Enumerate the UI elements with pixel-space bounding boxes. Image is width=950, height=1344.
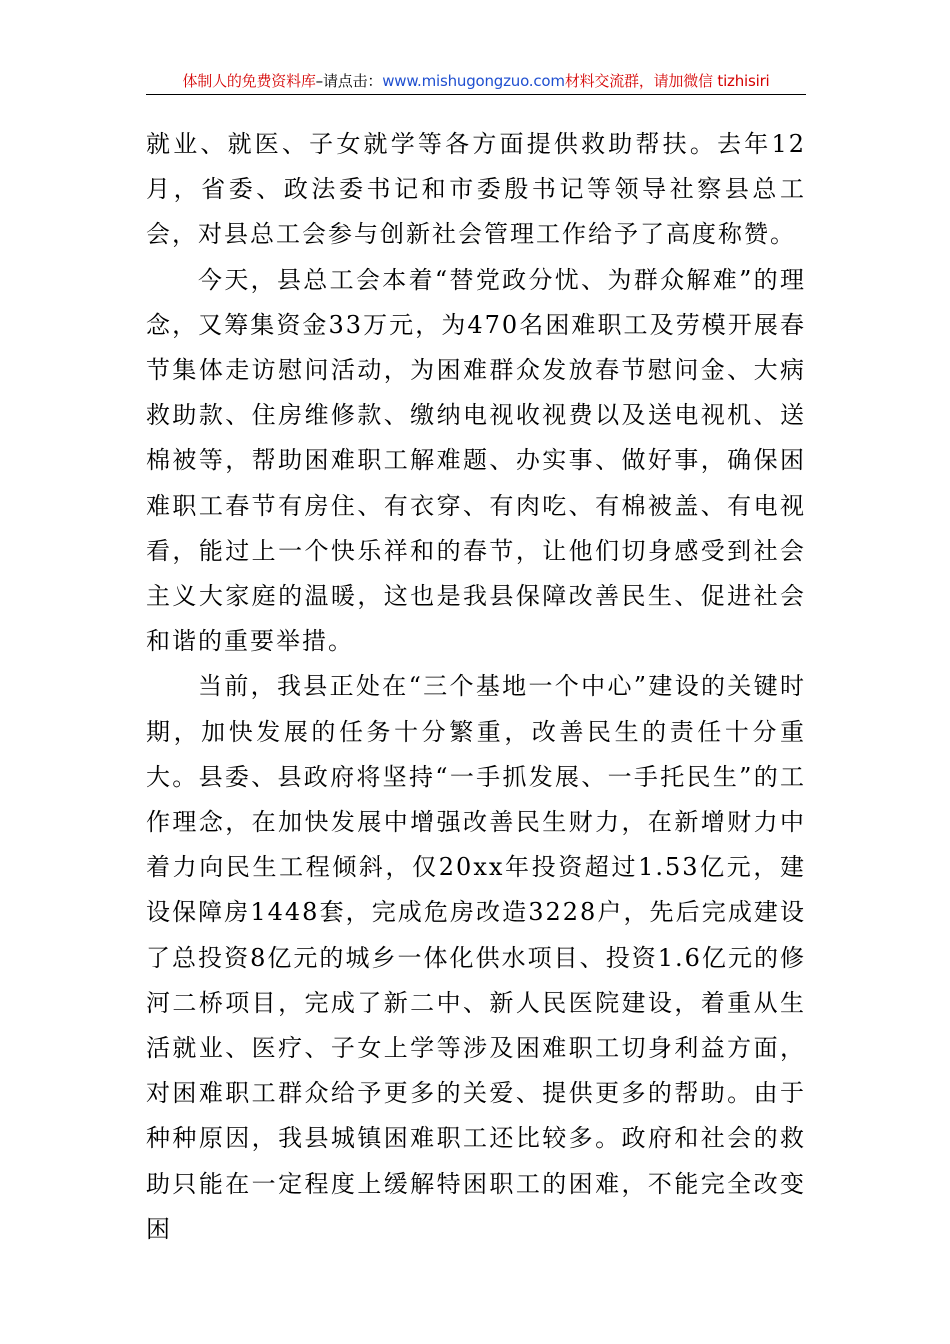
header-url-link[interactable]: www.mishugongzuo.com [382, 72, 565, 90]
document-body [146, 122, 806, 1252]
paragraph-2: 今天，县总工会本着“替党政分忧、为群众解难”的理念，又筹集资金33万元，为470名困难职工及劳模开展春节集体走访慰问活动，为困难群众发放春节慰问金、大病救助款、住房维修款、缴纳电视收视费以及送电视机、送棉被等，帮助困难职工解难题、办实事、做好事，确保困难职工春节有房住、有衣穿、有肉吃、有棉被盖、有电视看，能过上一个快乐祥和的春节，让他们切身感受到社会主义大家庭的温暖，这也是我县保障改善民生、促进社会和谐的重要举措。 [146, 265, 806, 656]
header-contact: 材料交流群，请加微信 tizhisiri [564, 72, 770, 90]
header-brand: 体制人的免费资料库 [182, 72, 316, 90]
header-prompt: –请点击： [315, 72, 383, 90]
paragraph-3: 当前，我县正处在“三个基地一个中心”建设的关键时期，加快发展的任务十分繁重，改善民生的责任十分重大。县委、县政府将坚持“一手抓发展、一手托民生”的工作理念，在加快发展中增强改善民生财力，在新增财力中着力向民生工程倾斜，仅20xx年投资超过1.53亿元，建设保障房1448套，完成危房改造3228户，先后完成建设了总投资8亿元的城乡一体化供水项目、投资1.6亿元的修河二桥项目，完成了新二中、新人民医院建设，着重从生活就业、医疗、子女上学等涉及困难职工切身利益方面，对困难职工群众给予更多的关爱、提供更多的帮助。由于种种原因，我县城镇困难职工还比较多。政府和社会的救助只能在一定程度上缓解特困职工的困难，不能完全改变困 [146, 672, 806, 1243]
page-header [146, 68, 806, 95]
paragraph-1: 就业、就医、子女就学等各方面提供救助帮扶。去年12月，省委、政法委书记和市委殷书记等领导社察县总工会，对县总工会参与创新社会管理工作给予了高度称赞。 [146, 130, 806, 249]
